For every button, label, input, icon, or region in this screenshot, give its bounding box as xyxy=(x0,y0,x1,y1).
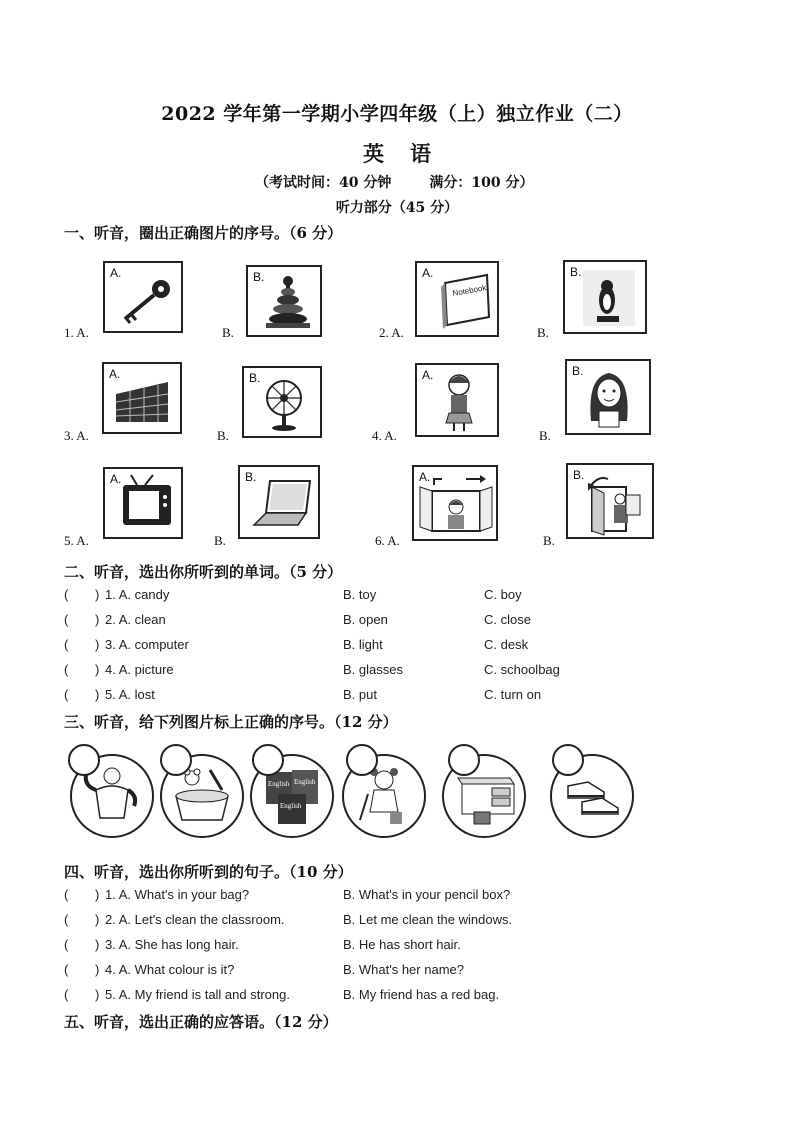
page-title: 2022 学年第一学期小学四年级（上）独立作业（二） xyxy=(161,103,633,125)
q3-b-label: B. xyxy=(217,428,229,443)
answer-circle[interactable] xyxy=(448,744,480,776)
section3-pictures xyxy=(62,742,652,850)
section3-heading: 三、听音，给下列图片标上正确的序号。（12 分） xyxy=(64,713,398,731)
word-option-c[interactable]: C. desk xyxy=(484,637,529,652)
q2-a-label: 2. A. xyxy=(379,325,404,340)
tv-icon xyxy=(105,469,181,537)
word-option-b[interactable]: B. light xyxy=(343,637,383,652)
answer-circle[interactable] xyxy=(252,744,284,776)
q6-b-label: B. xyxy=(543,533,555,548)
q4-option-b[interactable]: B. xyxy=(565,359,651,435)
q1-b-label: B. xyxy=(222,325,234,340)
sentence-option-b[interactable]: B. He has short hair. xyxy=(343,937,461,952)
word-option-b[interactable]: B. toy xyxy=(343,587,377,602)
sentence-option-b[interactable]: B. What's in your pencil box? xyxy=(343,887,511,902)
q4-option-a[interactable]: A. xyxy=(415,363,499,437)
svg-text:Notebook: Notebook xyxy=(451,283,488,298)
notebook-icon xyxy=(417,263,497,335)
q5-a-label: 5. A. xyxy=(64,533,89,548)
q5-option-b[interactable]: B. xyxy=(238,465,320,539)
word-option-b[interactable]: B. open xyxy=(343,612,388,627)
laptop-icon xyxy=(240,467,318,537)
exam-time: （考试时间：40 分钟 xyxy=(255,175,392,191)
word-option-a[interactable]: 3. A. computer xyxy=(105,637,189,652)
q6-option-a[interactable]: A. xyxy=(412,465,498,541)
section2-heading: 二、听音，选出你所听到的单词。（5 分） xyxy=(64,563,343,581)
listening-part-title: 听力部分（45 分） xyxy=(335,200,459,216)
sentence-option-b[interactable]: B. What's her name? xyxy=(343,962,464,977)
svg-text:English: English xyxy=(294,778,316,786)
sentence-option-b[interactable]: B. My friend has a red bag. xyxy=(343,987,500,1002)
svg-text:English: English xyxy=(280,802,302,810)
answer-circle[interactable] xyxy=(552,744,584,776)
q4-a-label: 4. A. xyxy=(372,428,397,443)
sentence-option-a[interactable]: 4. A. What colour is it? xyxy=(105,962,235,977)
q3-option-b[interactable]: B. xyxy=(242,366,322,438)
answer-circle[interactable] xyxy=(160,744,192,776)
stacking-toy-icon xyxy=(248,267,320,335)
q1-option-b[interactable]: B. xyxy=(246,265,322,337)
subject-title: 英语 xyxy=(363,141,457,166)
sentence-option-a[interactable]: 1. A. What's in your bag? xyxy=(105,887,250,902)
svg-text:English: English xyxy=(268,780,290,788)
q2-b-label: B. xyxy=(537,325,549,340)
exam-info xyxy=(255,172,533,192)
word-option-c[interactable]: C. schoolbag xyxy=(484,662,560,677)
word-option-a[interactable]: 1. A. candy xyxy=(105,587,170,602)
q3-option-a[interactable]: A. xyxy=(102,362,182,434)
q4-b-label: B. xyxy=(539,428,551,443)
word-option-a[interactable]: 5. A. lost xyxy=(105,687,155,702)
penguin-icon xyxy=(565,262,645,332)
wall-icon xyxy=(104,364,180,432)
word-option-a[interactable]: 2. A. clean xyxy=(105,612,166,627)
q1-a-label: 1. A. xyxy=(64,325,89,340)
section5-heading: 五、听音，选出正确的应答语。（12 分） xyxy=(64,1013,338,1031)
word-option-c[interactable]: C. boy xyxy=(484,587,522,602)
fan-icon xyxy=(244,368,320,436)
answer-circle[interactable] xyxy=(68,744,100,776)
word-option-b[interactable]: B. put xyxy=(343,687,377,702)
word-option-c[interactable]: C. close xyxy=(484,612,531,627)
q1-option-a[interactable]: A. xyxy=(103,261,183,333)
word-option-b[interactable]: B. glasses xyxy=(343,662,403,677)
section1-heading: 一、听音，圈出正确图片的序号。（6 分） xyxy=(64,224,343,242)
q6-option-b[interactable]: B. xyxy=(566,463,654,539)
sentence-option-a[interactable]: 2. A. Let's clean the classroom. xyxy=(105,912,285,927)
open-door-icon xyxy=(568,465,652,537)
q6-a-label: 6. A. xyxy=(375,533,400,548)
q5-option-a[interactable]: A. xyxy=(103,467,183,539)
q5-b-label: B. xyxy=(214,533,226,548)
q2-option-b[interactable]: B. xyxy=(563,260,647,334)
word-option-a[interactable]: 4. A. picture xyxy=(105,662,174,677)
exam-score: 满分：100 分） xyxy=(429,175,534,191)
word-option-c[interactable]: C. turn on xyxy=(484,687,542,702)
q3-a-label: 3. A. xyxy=(64,428,89,443)
open-window-icon xyxy=(414,467,496,539)
sentence-option-b[interactable]: B. Let me clean the windows. xyxy=(343,912,513,927)
long-hair-girl-icon xyxy=(567,361,649,433)
answer-circle[interactable] xyxy=(346,744,378,776)
section4-heading: 四、听音，选出你所听到的句子。（10 分） xyxy=(64,863,353,881)
q2-option-a[interactable]: A. Notebook xyxy=(415,261,499,337)
sentence-option-a[interactable]: 5. A. My friend is tall and strong. xyxy=(105,987,290,1002)
sentence-option-a[interactable]: 3. A. She has long hair. xyxy=(105,937,239,952)
key-icon xyxy=(105,263,181,331)
girl-icon xyxy=(417,365,497,435)
